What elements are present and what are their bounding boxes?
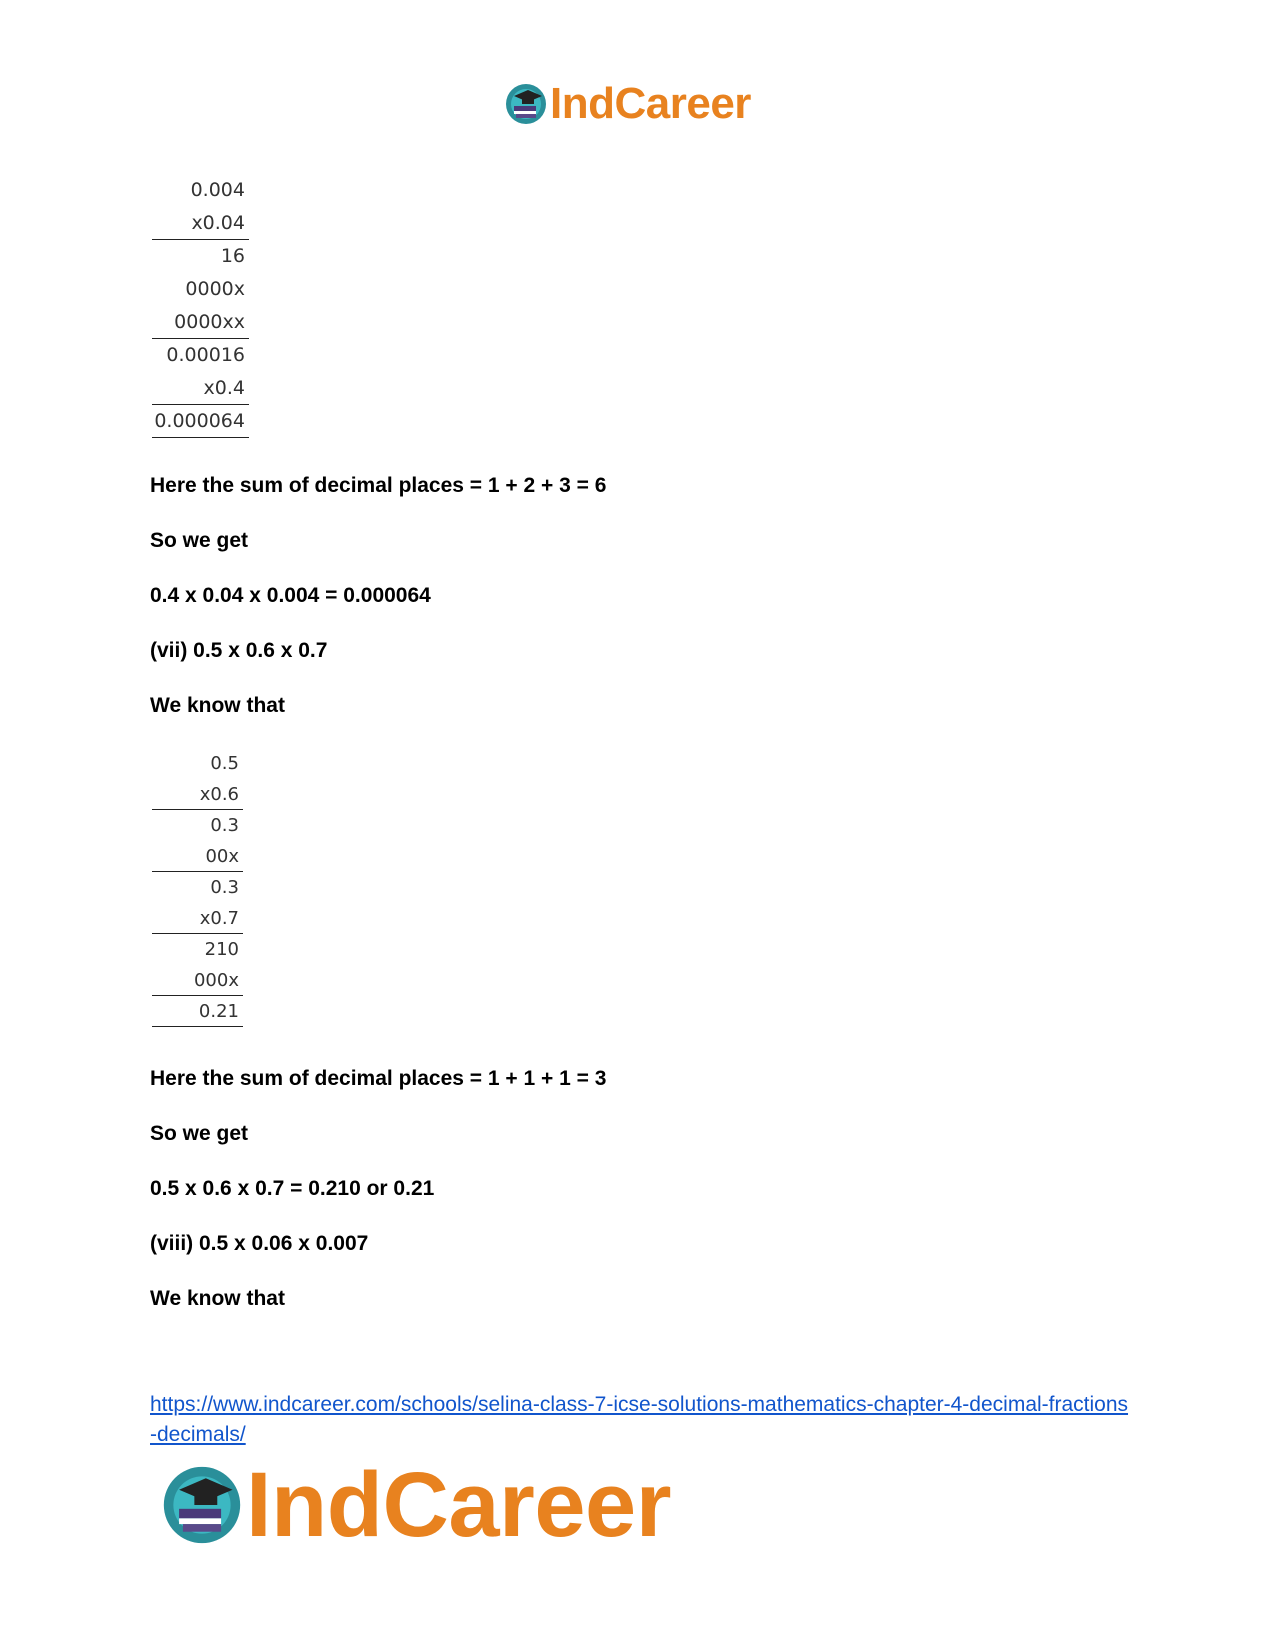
calc-row: 0.004: [190, 179, 245, 201]
multiplication-working-1: [152, 174, 249, 438]
footer-logo: [160, 1453, 671, 1556]
graduation-book-icon: [504, 82, 548, 126]
calc-row: 00x: [152, 841, 243, 872]
calc-row: 0000x: [185, 278, 245, 300]
calc-row: x0.6: [152, 779, 243, 810]
calc-row: 16: [220, 245, 245, 267]
calc-row: 0.21: [152, 996, 243, 1027]
source-url-link[interactable]: https://www.indcareer.com/schools/selina-class-7-icse-solutions-mathematics-chapter-4-decimal-fractions-decimals/: [150, 1393, 1129, 1446]
calc-row: x0.4: [152, 372, 249, 405]
calc-row: 0.5: [210, 753, 239, 774]
so-we-get-1: So we get: [150, 529, 249, 552]
calc-row: 210: [204, 939, 239, 960]
we-know-that-2: We know that: [150, 1287, 285, 1310]
result-2: 0.5 x 0.6 x 0.7 = 0.210 or 0.21: [150, 1177, 435, 1200]
calc-row: 0.3: [210, 877, 239, 898]
multiplication-working-2: [152, 748, 243, 1027]
calc-row: 0.3: [210, 815, 239, 836]
logo-wordmark: IndCareer: [550, 79, 751, 128]
graduation-book-icon: [160, 1463, 244, 1547]
calc-row: 0000xx: [152, 306, 249, 339]
sum-decimal-places-1: Here the sum of decimal places = 1 + 2 + 3 = 6: [150, 474, 607, 497]
header-logo: [504, 80, 751, 128]
calc-row: x0.04: [152, 207, 249, 240]
sum-decimal-places-2: Here the sum of decimal places = 1 + 1 + 1 = 3: [150, 1067, 607, 1090]
result-1: 0.4 x 0.04 x 0.004 = 0.000064: [150, 584, 431, 607]
logo-wordmark: IndCareer: [246, 1453, 671, 1556]
calc-row: x0.7: [152, 903, 243, 934]
we-know-that-1: We know that: [150, 694, 285, 717]
calc-row: 0.00016: [166, 344, 245, 366]
calc-row: 000x: [152, 965, 243, 996]
question-viii: (viii) 0.5 x 0.06 x 0.007: [150, 1232, 369, 1255]
question-vii: (vii) 0.5 x 0.6 x 0.7: [150, 639, 328, 662]
so-we-get-2: So we get: [150, 1122, 249, 1145]
calc-row: 0.000064: [152, 405, 249, 438]
